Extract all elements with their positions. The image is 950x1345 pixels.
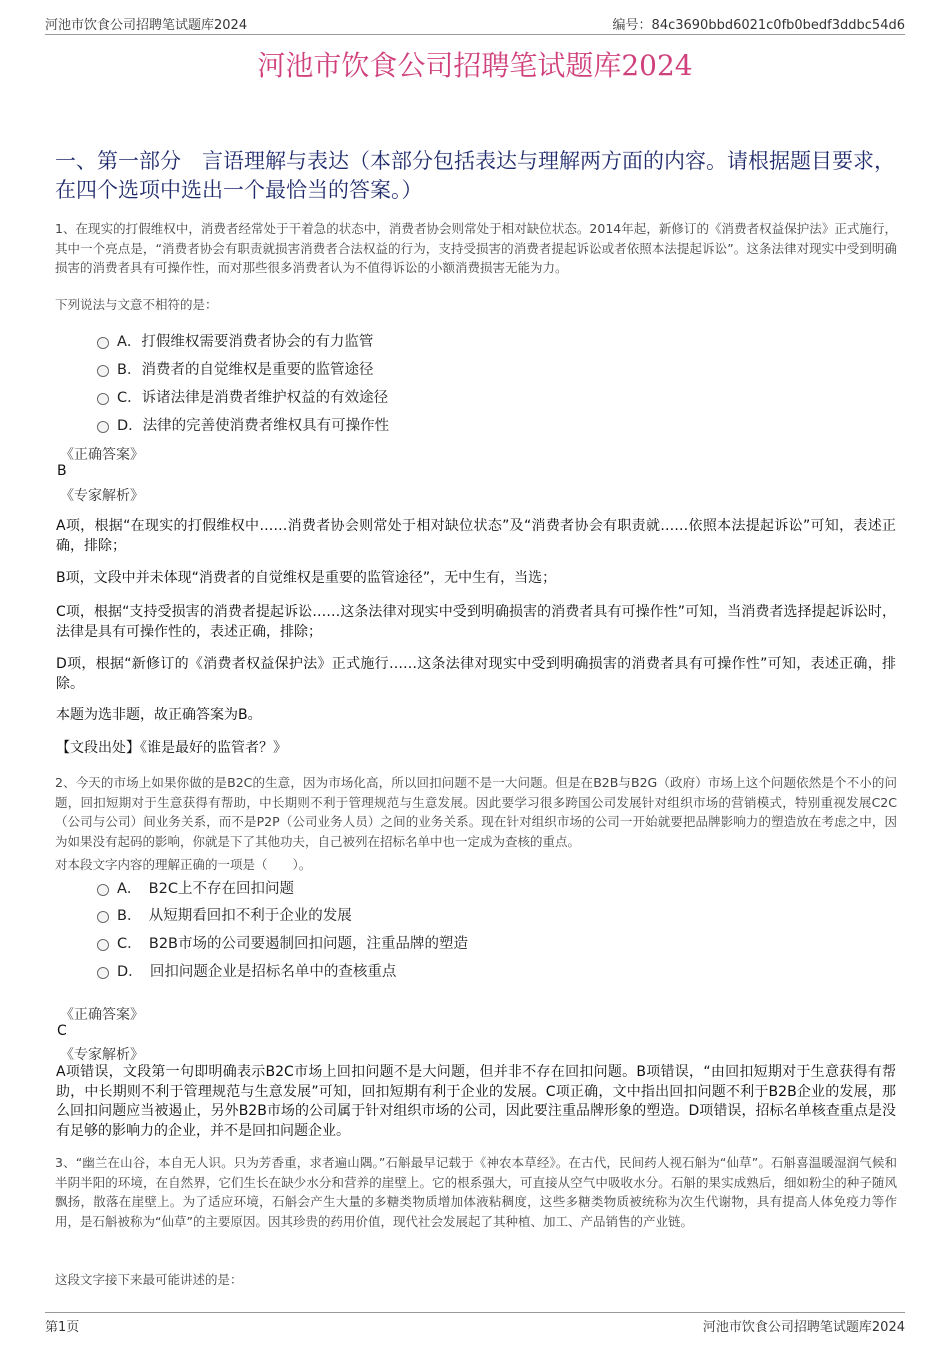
radio-icon[interactable] — [97, 939, 109, 951]
option-label: A． B2C上不存在回扣问题 — [117, 881, 294, 897]
q1-conclusion: 本题为选非题，故正确答案为B。 — [56, 707, 262, 723]
q1-option-a[interactable] — [97, 330, 373, 351]
radio-icon[interactable] — [97, 393, 109, 405]
q1-analysis-d: D项，根据“新修订的《消费者权益保护法》正式施行……这条法律对现实中受到明确损害的消费者具有可操作性”可知，表述正确，排除。 — [56, 656, 896, 692]
q1-analysis-a: A项，根据“在现实的打假维权中……消费者协会则常处于相对缺位状态”及“消费者协会有职责就……依照本法提起诉讼”可知，表述正确，排除； — [56, 518, 896, 554]
option-label: D． 回扣问题企业是招标名单中的查核重点 — [117, 964, 397, 980]
q1-option-c[interactable] — [97, 386, 388, 407]
radio-icon[interactable] — [97, 365, 109, 377]
q2-question: 对本段文字内容的理解正确的一项是（ ）。 — [55, 857, 312, 872]
q1-option-d[interactable] — [97, 414, 389, 435]
radio-icon[interactable] — [97, 911, 109, 923]
option-label: A．打假维权需要消费者协会的有力监管 — [117, 334, 374, 350]
q1-answer: B — [57, 463, 67, 479]
q2-option-d[interactable] — [97, 960, 396, 981]
q1-analysis-b: B项，文段中并未体现“消费者的自觉维权是重要的监管途径”，无中生有，当选； — [56, 570, 557, 586]
q2-analysis: A项错误，文段第一句即明确表示B2C市场上回扣问题不是大问题，但并非不存在回扣问题。B项错误，“由回扣短期对于生意获得有帮助，中长期则不利于管理规范与生意发展”可知，回扣短期有利于企业的发展。C项正确，文中指出回扣问题不利于B2B企业的发展，那么回扣问题应当被遏止，另外B2B市场的公司属于针对组织市场的公司，因此要注重品牌形象的塑造。D项错误，招标名单核查重点是没有足够的影响力的企业，并不是回扣问题企业。 — [56, 1064, 896, 1139]
q1-question: 下列说法与文意不相符的是： — [55, 297, 218, 312]
page-title: 河池市饮食公司招聘笔试题库2024 — [257, 49, 693, 82]
q1-source: 【文段出处】《谁是最好的监管者？》 — [56, 740, 287, 756]
q1-answer-label: 《正确答案》 — [60, 447, 144, 463]
q2-answer-label: 《正确答案》 — [60, 1007, 144, 1023]
q2-answer: C — [57, 1023, 67, 1039]
q2-stem: 2、今天的市场上如果你做的是B2C的生意，因为市场化高，所以回扣问题不是一大问题。但是在B2B与B2G（政府）市场上这个问题依然是个不小的问题，回扣短期对于生意获得有帮助，中长期则不利于管理规范与生意发展。因此要学习很多跨国公司发展针对组织市场的营销模式，特别重视发展C2C（公司与公司）间业务关系，而不是P2P（公司业务人员）之间的业务关系。现在针对组织市场的公司一开始就要把品牌影响力的塑造放在考虑之中，因为如果没有起码的影响，你就是下了其他功夫，自己被列在招标名单中也一定成为查核的重点。 — [55, 775, 897, 849]
q2-analysis-label: 《专家解析》 — [60, 1047, 144, 1063]
page-header — [45, 14, 905, 35]
q2-option-c[interactable] — [97, 932, 468, 953]
q2-option-a[interactable] — [97, 877, 294, 898]
document-id: 编号：84c3690bbd6021c0fb0bedf3ddbc54d6 — [612, 18, 905, 33]
q3-question: 这段文字接下来最可能讲述的是： — [55, 1272, 243, 1287]
option-label: C． B2B市场的公司要遏制回扣问题，注重品牌的塑造 — [117, 936, 468, 952]
q1-analysis-label: 《专家解析》 — [60, 488, 144, 504]
section-heading: 一、第一部分 言语理解与表达（本部分包括表达与理解两方面的内容。请根据题目要求，在四个选项中选出一个最恰当的答案。） — [55, 149, 895, 202]
option-label: C．诉诸法律是消费者维护权益的有效途径 — [117, 390, 389, 406]
option-label: D．法律的完善使消费者维权具有可操作性 — [117, 418, 390, 434]
q1-analysis-c: C项，根据“支持受损害的消费者提起诉讼……这条法律对现实中受到明确损害的消费者具有可操作性”可知，当消费者选择提起诉讼时，法律是具有可操作性的，表述正确，排除； — [56, 604, 896, 640]
page-number: 第1页 — [45, 1320, 80, 1335]
radio-icon[interactable] — [97, 884, 109, 896]
option-label: B． 从短期看回扣不利于企业的发展 — [117, 908, 352, 924]
q1-stem: 1、在现实的打假维权中，消费者经常处于干着急的状态中，消费者协会则常处于相对缺位状态。2014年起，新修订的《消费者权益保护法》正式施行，其中一个亮点是，“消费者协会有职责就损害消费者合法权益的行为，支持受损害的消费者提起诉讼或者依照本法提起诉讼”。这条法律对现实中受到明确损害的消费者具有可操作性，而对那些很多消费者认为不值得诉讼的小额消费损害无能为力。 — [55, 221, 897, 275]
q1-option-b[interactable] — [97, 358, 373, 379]
radio-icon[interactable] — [97, 967, 109, 979]
q3-stem: 3、“幽兰在山谷，本自无人识。只为芳香重，求者遍山隅。”石斛最早记载于《神农本草经》。在古代，民间药人视石斛为“仙草”。石斛喜温暖湿润气候和半阴半阳的环境，在自然界，它们生长在缺少水分和营养的崖壁上。它的根系强大，可直接从空气中吸收水分。石斛的果实成熟后，细如粉尘的种子随风飘扬，散落在崖壁上。为了适应环境，石斛会产生大量的多糖类物质增加体液粘稠度，这些多糖类物质被统称为次生代谢物，具有提高人体免疫力等作用，是石斛被称为“仙草”的主要原因。因其珍贵的药用价值，现代社会发展起了其种植、加工、产品销售的产业链。 — [55, 1155, 897, 1229]
radio-icon[interactable] — [97, 337, 109, 349]
radio-icon[interactable] — [97, 421, 109, 433]
q2-option-b[interactable] — [97, 904, 352, 925]
page-footer — [45, 1312, 905, 1335]
option-label: B．消费者的自觉维权是重要的监管途径 — [117, 362, 374, 378]
header-title: 河池市饮食公司招聘笔试题库2024 — [45, 18, 248, 33]
footer-title: 河池市饮食公司招聘笔试题库2024 — [702, 1320, 905, 1335]
